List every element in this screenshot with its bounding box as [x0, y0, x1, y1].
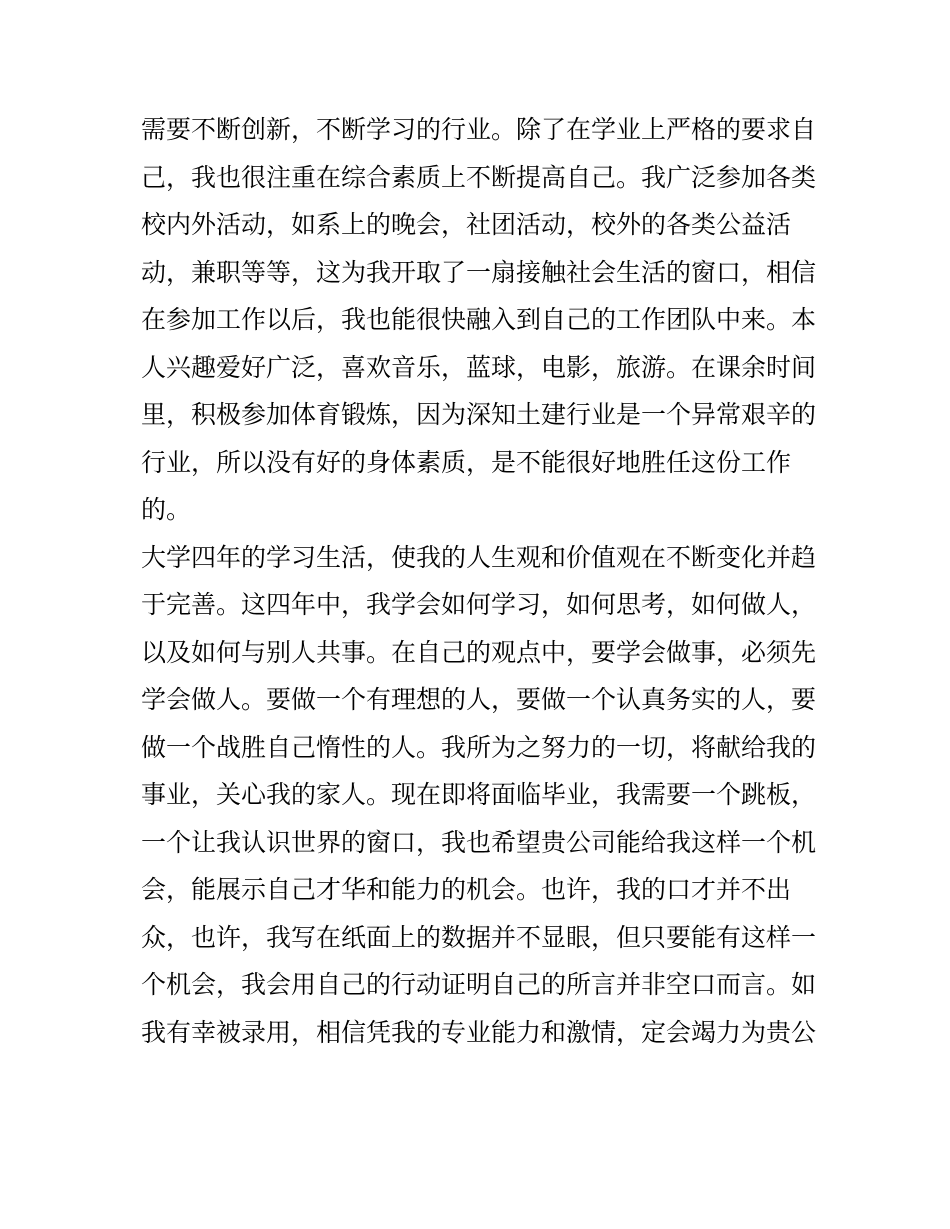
text-line: 里，积极参加体育锻炼，因为深知土建行业是一个异常艰辛的: [141, 400, 817, 429]
text-line: 一个让我认识世界的窗口，我也希望贵公司能给我这样一个机: [141, 827, 817, 857]
text-line: 事业，关心我的家人。现在即将面临毕业，我需要一个跳板，: [141, 780, 817, 809]
text-line: 我有幸被录用，相信凭我的专业能力和激情，定会竭力为贵公: [141, 1017, 817, 1047]
text-line: 个机会，我会用自己的行动证明自己的所言并非空口而言。如: [141, 970, 817, 999]
text-line: 在参加工作以后，我也能很快融入到自己的工作团队中来。本: [141, 305, 817, 334]
document-body: [141, 106, 821, 1056]
text-line: 会，能展示自己才华和能力的机会。也许，我的口才并不出: [141, 875, 792, 904]
text-line: 学会做人。要做一个有理想的人，要做一个认真务实的人，要: [141, 685, 817, 714]
text-line: 动，兼职等等，这为我开取了一扇接触社会生活的窗口，相信: [141, 257, 817, 287]
text-line: 己，我也很注重在综合素质上不断提高自己。我广泛参加各类: [141, 162, 817, 192]
text-line: 需要不断创新，不断学习的行业。除了在学业上严格的要求自: [141, 115, 817, 144]
text-line: 校内外活动，如系上的晚会，社团活动，校外的各类公益活: [141, 210, 792, 239]
text-line: 做一个战胜自己惰性的人。我所为之努力的一切，将献给我的: [141, 732, 817, 762]
text-line: 大学四年的学习生活，使我的人生观和价值观在不断变化并趋: [141, 542, 817, 572]
text-line: 于完善。这四年中，我学会如何学习，如何思考，如何做人，: [141, 590, 817, 619]
text-line: 众，也许，我写在纸面上的数据并不显眼，但只要能有这样一: [141, 922, 817, 952]
paragraph-1: [141, 106, 821, 534]
paragraph-2: [141, 534, 821, 1057]
text-line: 的。: [141, 495, 192, 524]
text-line: 以及如何与别人共事。在自己的观点中，要学会做事，必须先: [141, 637, 817, 667]
text-line: 行业，所以没有好的身体素质，是不能很好地胜任这份工作: [141, 447, 792, 477]
text-line: 人兴趣爱好广泛，喜欢音乐，蓝球，电影，旅游。在课余时间: [141, 352, 817, 382]
